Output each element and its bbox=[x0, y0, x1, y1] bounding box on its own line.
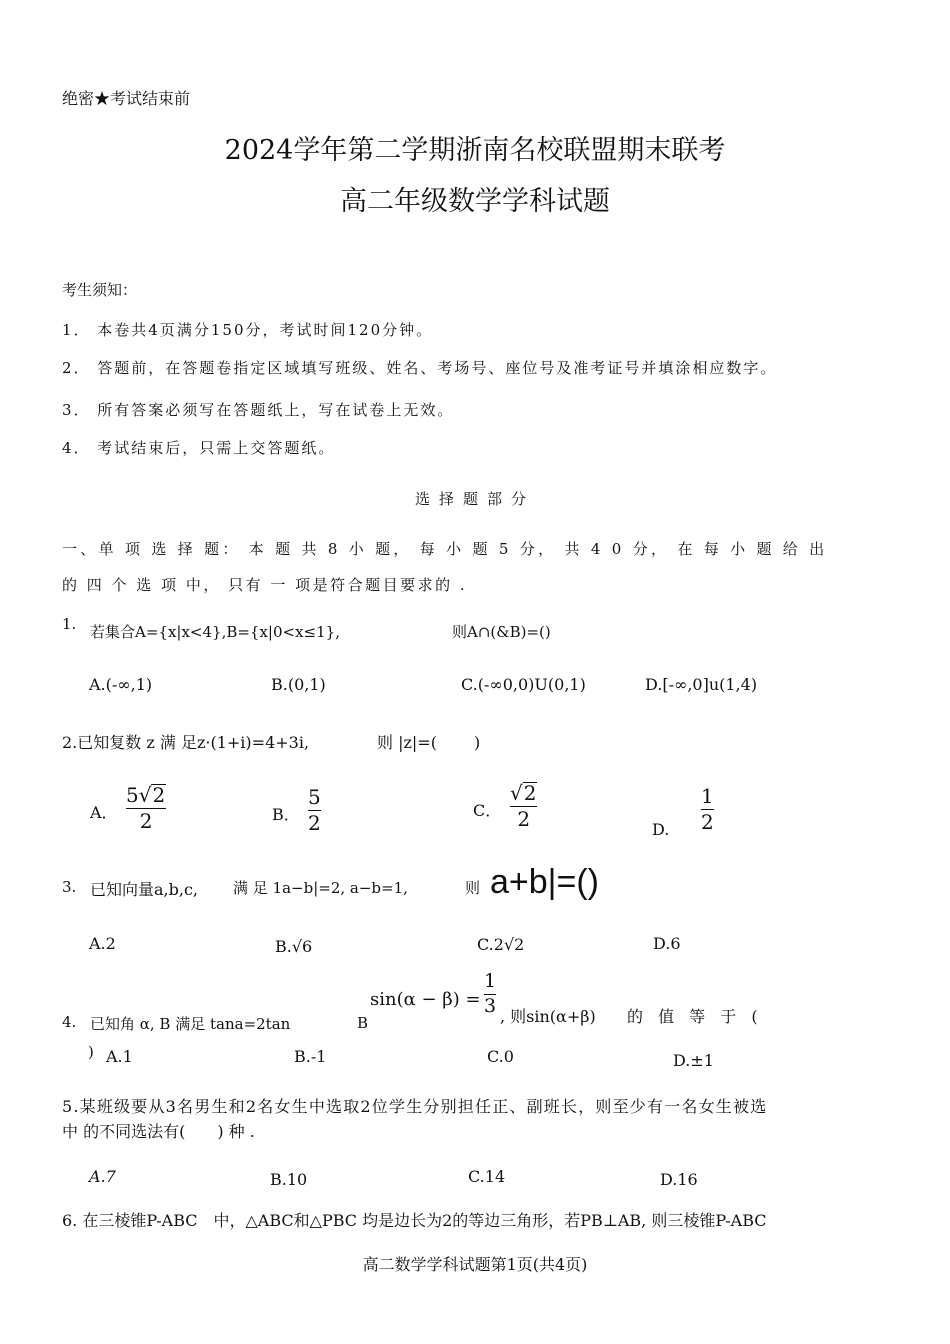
q5-stem: 5.某班级要从3名男生和2名女生中选取2位学生分别担任正、副班长，则至少有一名女生被选 bbox=[62, 1097, 768, 1116]
section-instruction: 的 四 个 选 项 中， 只有 一 项是符合题目要求的 . bbox=[62, 576, 468, 594]
q2-option-d-fraction: 1 2 bbox=[701, 784, 714, 834]
q5-option-a: A.7 bbox=[89, 1167, 116, 1186]
q3-option-d: D.6 bbox=[653, 934, 681, 953]
q4-trail: 的 值 等 于 ( bbox=[627, 1007, 763, 1026]
q2-option-a-fraction: 5 √ 2 2 bbox=[126, 783, 166, 833]
q4-sin-lhs: sin(α − β) = bbox=[370, 989, 481, 1010]
q2-option-c-fraction: √ 2 2 bbox=[510, 781, 537, 831]
q1-option-b: B.(0,1) bbox=[271, 675, 326, 694]
q3-condition: 满 足 1a−b|=2, a−b=1, bbox=[233, 879, 408, 897]
notice-item: 4． 考试结束后，只需上交答题纸。 bbox=[62, 439, 336, 457]
q2-option-c-label: C． bbox=[473, 801, 502, 820]
exam-subtitle: 高二年级数学学科试题 bbox=[340, 186, 610, 217]
q1-option-c: C.(-∞0,0)U(0,1) bbox=[461, 675, 586, 694]
q2-option-d-label: D. bbox=[652, 820, 670, 839]
confidential-mark: 绝密★考试结束前 bbox=[62, 89, 191, 108]
q2-option-a-label: A． bbox=[90, 803, 118, 822]
q2-stem: 2.已知复数 z 满 足z·(1+i)=4+3i, bbox=[62, 733, 310, 752]
q2-stem-tail: 则 |z|=( ) bbox=[377, 733, 481, 752]
question-number: 4. bbox=[62, 1013, 77, 1031]
exam-title: 2024学年第二学期浙南名校联盟期末联考 bbox=[224, 135, 726, 166]
q1-option-d: D.[-∞,0]u(1,4) bbox=[645, 675, 758, 694]
page-footer: 高二数学学科试题第1页(共4页) bbox=[362, 1255, 588, 1274]
q4-sin-fraction: 1 3 bbox=[484, 970, 497, 1017]
notice-item: 3． 所有答案必须写在答题纸上，写在试卷上无效。 bbox=[62, 401, 455, 419]
q3-option-b: B.√6 bbox=[275, 937, 313, 956]
q4-option-d: D.±1 bbox=[673, 1051, 714, 1070]
q4-stem: 已知角 α, Β 满足 tana=2tan bbox=[90, 1015, 291, 1033]
q4-close-paren: ) bbox=[88, 1043, 94, 1061]
q3-expression: a+b|=() bbox=[490, 863, 600, 901]
q4-b: B bbox=[357, 1014, 369, 1032]
q3-then: 则 bbox=[465, 879, 481, 897]
q5-stem: 中 的不同选法有( ) 种 . bbox=[62, 1122, 255, 1141]
question-number: 1. bbox=[62, 615, 77, 633]
q3-stem: 已知向量a,b,c, bbox=[90, 880, 199, 899]
q3-option-a: A.2 bbox=[89, 934, 116, 953]
notice-heading: 考生须知： bbox=[62, 281, 138, 299]
q2-option-b-fraction: 5 2 bbox=[308, 785, 321, 835]
q5-option-d: D.16 bbox=[660, 1170, 698, 1189]
q4-sin-tail: , 则sin(α+β) bbox=[500, 1007, 596, 1026]
q2-option-b-label: B． bbox=[272, 805, 300, 824]
q1-stem: 若集合A={x|x<4},B={x|0<x≤1}, bbox=[90, 623, 340, 641]
notice-item: 2． 答题前，在答题卷指定区域填写班级、姓名、考场号、座位号及准考证号并填涂相应数字。 bbox=[62, 359, 778, 377]
q6-stem: 6. 在三棱锥P-ABC 中，△ABC和△PBC 均是边长为2的等边三角形，若PB⊥AB, 则三棱锥P-ABC bbox=[62, 1211, 767, 1230]
q5-option-b: B.10 bbox=[270, 1170, 308, 1189]
q5-option-c: C.14 bbox=[468, 1167, 506, 1186]
q4-option-c: C.0 bbox=[487, 1047, 514, 1066]
q4-option-b: B.-1 bbox=[294, 1047, 327, 1066]
question-number: 3. bbox=[62, 878, 77, 896]
q4-option-a: A.1 bbox=[106, 1047, 133, 1066]
section-title: 选择题部分 bbox=[414, 490, 535, 508]
q1-stem-tail: 则A∩(&B)=() bbox=[452, 623, 551, 641]
section-instruction: 一、单 项 选 择 题： 本 题 共 8 小 题， 每 小 题 5 分， 共 4 0 分， 在 每 小 题 给 出 bbox=[62, 540, 828, 558]
q1-option-a: A.(-∞,1) bbox=[89, 675, 153, 694]
notice-item: 1． 本卷共4页满分150分，考试时间120分钟。 bbox=[62, 321, 434, 339]
q3-option-c: C.2√2 bbox=[477, 935, 525, 954]
